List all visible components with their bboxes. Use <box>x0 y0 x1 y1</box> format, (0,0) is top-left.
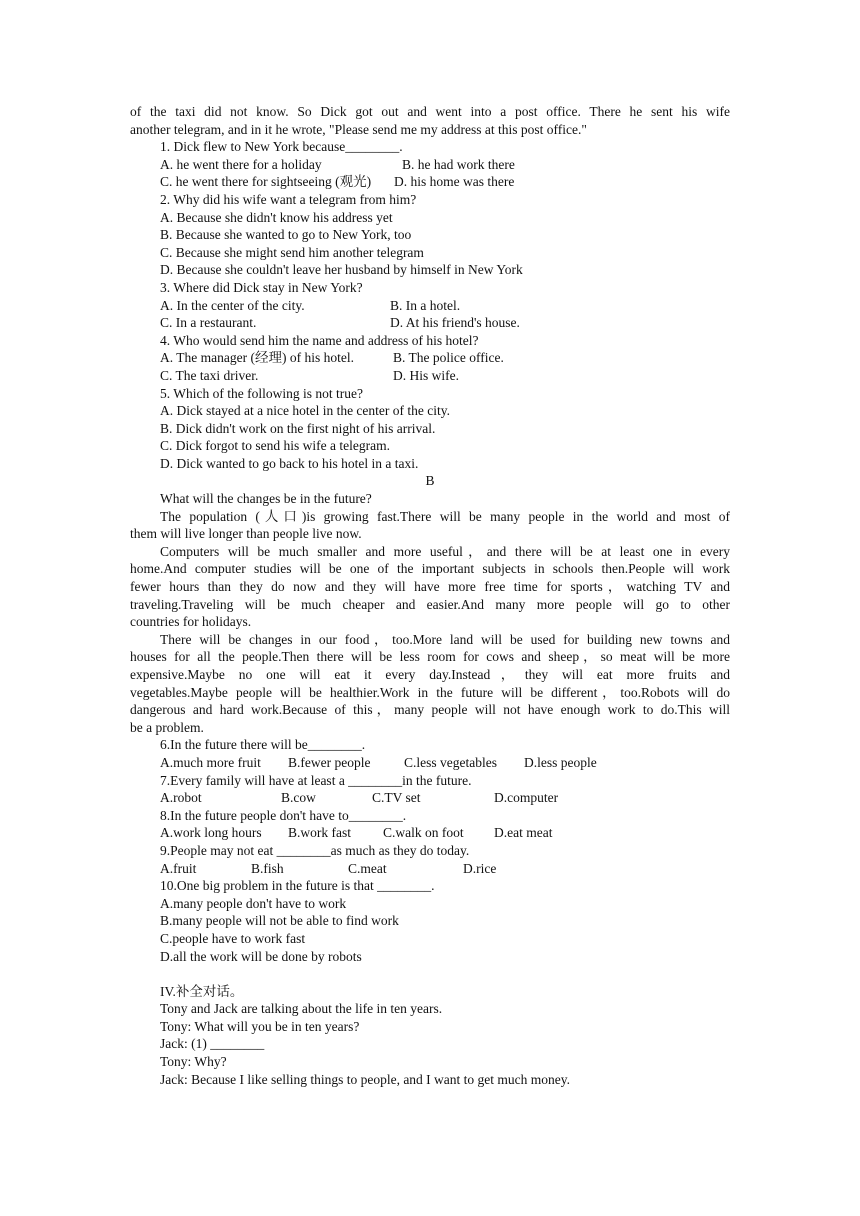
passage-line: traveling.Traveling will be much cheaper and easier.And many more people will go to other <box>130 596 730 612</box>
document-content <box>130 103 730 1088</box>
passage-title: What will the changes be in the future? <box>160 491 372 507</box>
dialogue-line: Tony: Why? <box>160 1054 227 1070</box>
option-b: B.work fast <box>288 825 351 841</box>
option-c: C.TV set <box>372 790 421 806</box>
section-heading: IV.补全对话。 <box>160 983 244 999</box>
question-3-options-row-1 <box>130 297 730 315</box>
passage-line: There will be changes in our food，too.More land will be used for building new towns and <box>160 631 730 647</box>
option-c: C. Because she might send him another telegram <box>160 244 424 260</box>
question-1-options-row-1 <box>130 156 730 174</box>
dialogue-line: Jack: (1) ________ <box>160 1036 265 1052</box>
passage-line: be a problem. <box>130 719 204 735</box>
question-3-options-row-2 <box>130 314 730 332</box>
option-d: D. his home was there <box>394 174 515 190</box>
spacer <box>130 965 730 983</box>
passage-line: fewer hours than they do now and they will have more free time for sports，watching TV and <box>130 579 730 595</box>
option-a: A. Because she didn't know his address yet <box>160 209 393 225</box>
option-d: D. Dick wanted to go back to his hotel in a taxi. <box>160 455 419 471</box>
question-7-options <box>130 789 730 807</box>
option-a: A.fruit <box>160 860 197 876</box>
passage-line: another telegram, and in it he wrote, "Please send me my address at this post office." <box>130 121 587 137</box>
option-b: B. he had work there <box>402 156 515 172</box>
question-10: 10.One big problem in the future is that ________. <box>160 878 435 894</box>
option-a: A.work long hours <box>160 825 262 841</box>
dialogue-line: Jack: Because I like selling things to people, and I want to get much money. <box>160 1071 571 1087</box>
question-9-options <box>130 860 730 878</box>
question-3: 3. Where did Dick stay in New York? <box>160 279 363 295</box>
question-4-options-row-2 <box>130 367 730 385</box>
passage-line: dangerous and hard work.Because of this，many people will not have enough work to do.This will <box>130 702 730 718</box>
passage-line: them will live longer than people live now. <box>130 526 362 542</box>
question-1: 1. Dick flew to New York because________. <box>160 139 403 155</box>
option-d: D. Because she couldn't leave her husband by himself in New York <box>160 262 523 278</box>
option-c: C. In a restaurant. <box>160 315 257 331</box>
passage-line: houses for all the people.Then there will be less room for cows and sheep，so meat will be more <box>130 649 730 665</box>
option-a: A.many people don't have to work <box>160 895 347 911</box>
option-d: D.less people <box>524 754 597 770</box>
option-c: C.walk on foot <box>383 825 464 841</box>
option-c: C. Dick forgot to send his wife a telegram. <box>160 438 390 454</box>
option-b: B. In a hotel. <box>390 297 461 313</box>
option-a: A. In the center of the city. <box>160 297 305 313</box>
option-a: A.much more fruit <box>160 754 261 770</box>
passage-line: expensive.Maybe no one will eat it every day.Instead，they will eat more fruits and <box>130 667 730 682</box>
question-2: 2. Why did his wife want a telegram from him? <box>160 191 417 207</box>
option-b: B. Because she wanted to go to New York, too <box>160 227 412 243</box>
option-c: C.less vegetables <box>404 754 497 770</box>
passage-line: countries for holidays. <box>130 614 252 630</box>
question-4: 4. Who would send him the name and address of his hotel? <box>160 332 479 348</box>
option-c: C. The taxi driver. <box>160 367 259 383</box>
question-5: 5. Which of the following is not true? <box>160 385 363 401</box>
option-b: B. Dick didn't work on the first night of his arrival. <box>160 420 436 436</box>
option-a: A. Dick stayed at a nice hotel in the center of the city. <box>160 403 451 419</box>
option-c: C. he went there for sightseeing (观光) <box>160 174 372 190</box>
question-8-options <box>130 824 730 842</box>
option-d: D.computer <box>494 790 559 806</box>
question-9: 9.People may not eat ________as much as they do today. <box>160 842 470 858</box>
option-b: B.cow <box>281 790 316 806</box>
question-8: 8.In the future people don't have to________. <box>160 807 407 823</box>
passage-line: vegetables.Maybe people will be healthier.Work in the future will be different，too.Robots will do <box>130 684 730 700</box>
question-4-options-row-1 <box>130 349 730 367</box>
passage-line: home.And computer studies will be one of the important subjects in schools then.People will work <box>130 561 730 577</box>
question-7: 7.Every family will have at least a ________in the future. <box>160 772 472 788</box>
passage-line: Computers will be much smaller and more useful，and there will be at least one in every <box>160 543 730 559</box>
option-d: D. His wife. <box>393 367 459 383</box>
option-d: D.eat meat <box>494 825 553 841</box>
option-a: A. The manager (经理) of his hotel. <box>160 350 354 366</box>
option-c: C.people have to work fast <box>160 930 306 946</box>
option-a: A.robot <box>160 790 202 806</box>
section-heading: B <box>425 473 435 489</box>
option-b: B.many people will not be able to find work <box>160 913 399 929</box>
option-a: A. he went there for a holiday <box>160 156 322 172</box>
question-6: 6.In the future there will be________. <box>160 737 366 753</box>
dialogue-line: Tony and Jack are talking about the life in ten years. <box>160 1001 443 1017</box>
option-c: C.meat <box>348 860 387 876</box>
option-b: B.fish <box>251 860 284 876</box>
option-b: B. The police office. <box>393 350 504 366</box>
question-6-options <box>130 754 730 772</box>
option-d: D.rice <box>463 860 497 876</box>
question-1-options-row-2 <box>130 173 730 191</box>
option-b: B.fewer people <box>288 754 371 770</box>
option-d: D. At his friend's house. <box>390 315 520 331</box>
dialogue-line: Tony: What will you be in ten years? <box>160 1018 360 1034</box>
passage-line: of the taxi did not know. So Dick got out and went into a post office. There he sent his wife <box>130 104 730 119</box>
option-d: D.all the work will be done by robots <box>160 948 362 964</box>
passage-line: The population (人口)is growing fast.There will be many people in the world and most of <box>160 508 730 524</box>
